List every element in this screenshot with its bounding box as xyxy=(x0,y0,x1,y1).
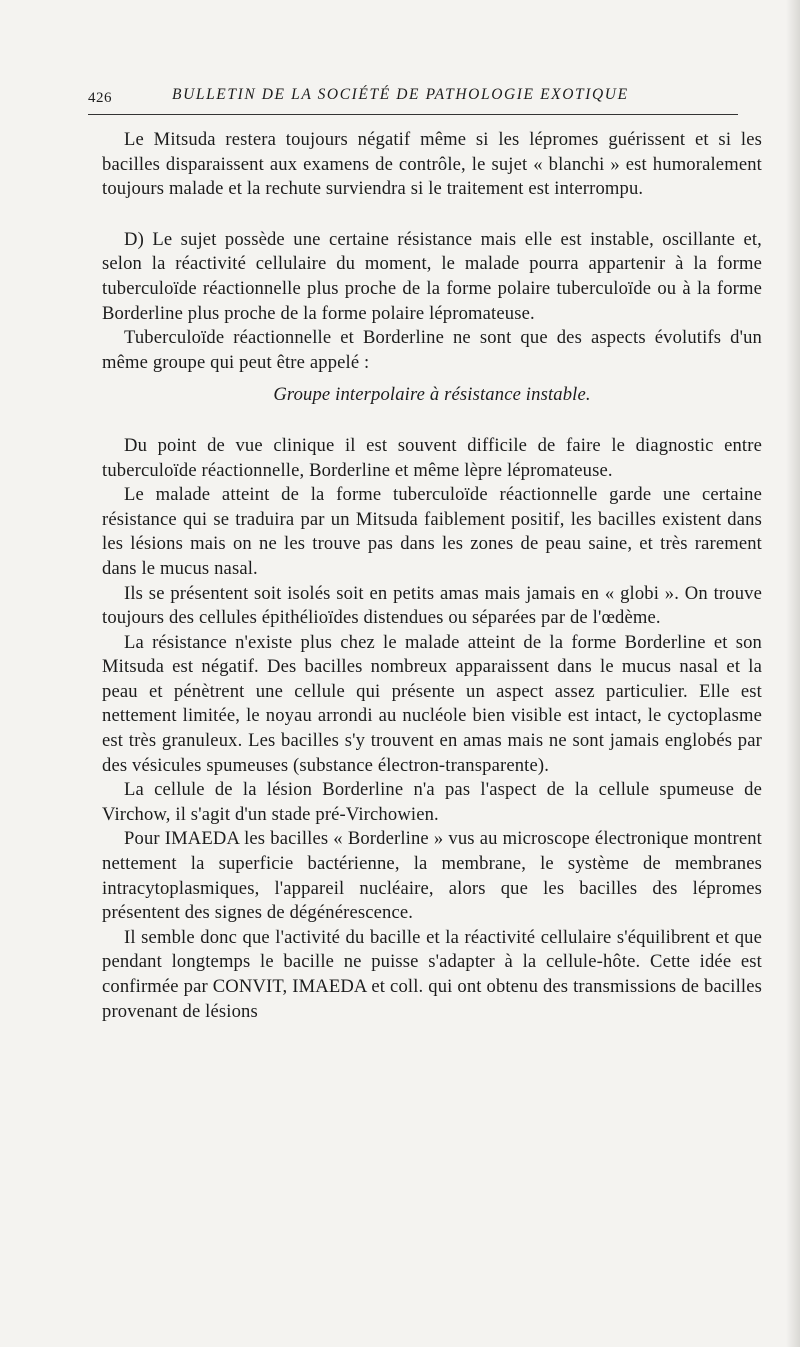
page-header xyxy=(88,84,738,124)
paragraph: D) Le sujet possède une certaine résistance mais elle est instable, oscillante et, selon la réactivité cellulaire du moment, le malade pourra appartenir à la forme tuberculoïde réactionnelle plus proche de la forme polaire tuberculoïde ou à la forme Borderline plus proche de la forme polaire lépromateuse. xyxy=(102,228,762,324)
paragraph: Tuberculoïde réactionnelle et Borderline ne sont que des aspects évolutifs d'un même groupe qui peut être appelé : xyxy=(102,327,762,373)
paragraph: La cellule de la lésion Borderline n'a pas l'aspect de la cellule spumeuse de Virchow, il s'agit d'un stade pré-Virchowien. xyxy=(102,779,762,825)
paragraph: Pour IMAEDA les bacilles « Borderline » vus au microscope électronique montrent nettement la superficie bactérienne, la membrane, le système de membranes intracytoplasmiques, l'appareil nucléaire, alors que les bacilles des lépromes présentent des signes de dégénérescence. xyxy=(102,828,762,924)
page-number: 426 xyxy=(88,90,112,106)
paragraph: Du point de vue clinique il est souvent difficile de faire le diagnostic entre tuberculoïde réactionnelle, Borderline et même lèpre lépromateuse. xyxy=(102,434,762,481)
paragraph: Le malade atteint de la forme tuberculoïde réactionnelle garde une certaine résistance qui se traduira par un Mitsuda faiblement positif, les bacilles existent dans les lésions mais on ne les trouve pas dans les zones de peau saine, et très rarement dans le mucus nasal. xyxy=(102,484,762,579)
paragraph: Ils se présentent soit isolés soit en petits amas mais jamais en « globi ». On trouve toujours des cellules épithélioïdes distendues ou séparées par de l'œdème. xyxy=(102,582,762,629)
paragraph: Il semble donc que l'activité du bacille et la réactivité cellulaire s'équilibrent et que pendant longtemps le bacille ne puisse s'adapter à la cellule-hôte. Cette idée est confirmée par CONVIT, IMAEDA et coll. qui ont obtenu des transmissions de bacilles provenant de lésions xyxy=(102,926,762,1022)
page-binding-edge xyxy=(786,0,800,1347)
header-rule xyxy=(88,114,738,115)
paragraph: Le Mitsuda restera toujours négatif même si les lépromes guérissent et si les bacilles disparaissent aux examens de contrôle, le sujet « blanchi » est humoralement toujours malade et la rechute surviendra si le traitement est interrompu. xyxy=(102,129,762,200)
section-heading: Groupe interpolaire à résistance instable. xyxy=(273,384,591,406)
paragraph: La résistance n'existe plus chez le malade atteint de la forme Borderline et son Mitsuda est négatif. Des bacilles nombreux apparaissent dans le mucus nasal et la peau et pénètrent une cellule qui présente un aspect assez particulier. Elle est nettement limitée, le noyau arrondi au nucléole bien visible est intact, le cyctoplasme est très granuleux. Les bacilles s'y trouvent en amas mais ne sont jamais englobés par des vésicules spumeuses (substance électron-transparente). xyxy=(102,631,762,776)
body-text xyxy=(102,128,762,1024)
running-title: BULLETIN DE LA SOCIÉTÉ DE PATHOLOGIE EXOTIQUE xyxy=(172,86,629,103)
